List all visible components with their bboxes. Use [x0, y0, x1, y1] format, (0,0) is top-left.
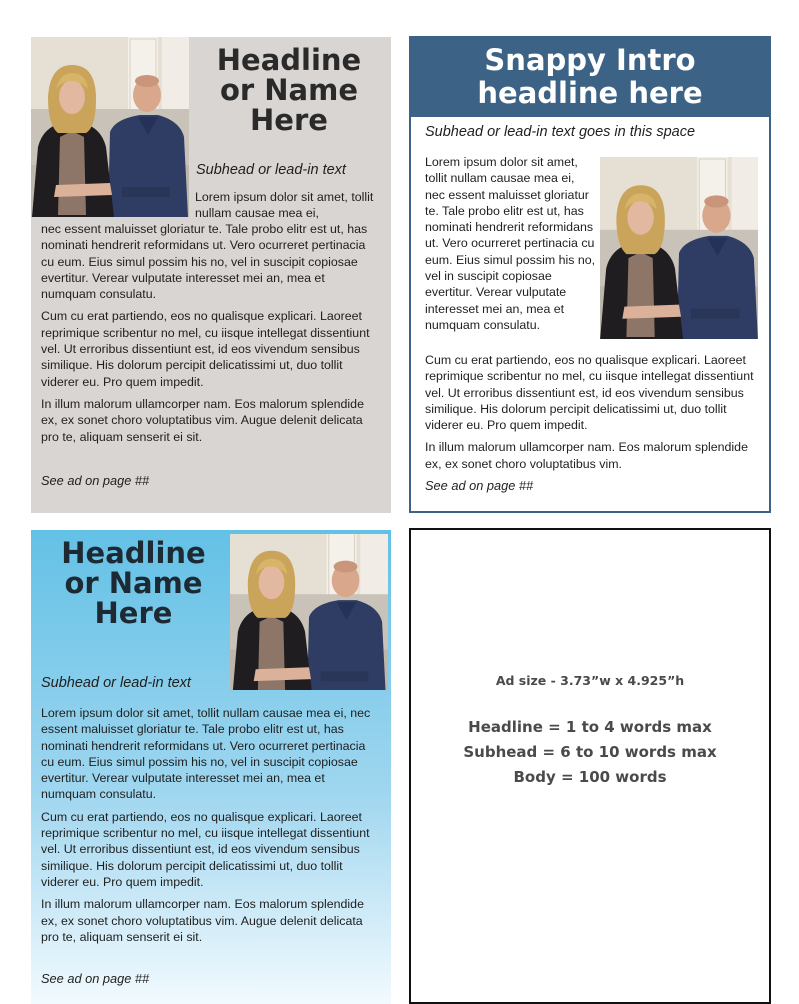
headline-line-3: Here	[250, 103, 328, 138]
headline-banner	[411, 38, 769, 117]
couple-photo	[31, 37, 189, 217]
headline-line-2: or Name	[64, 566, 203, 601]
body-intro: Lorem ipsum dolor sit amet, tollit nullam causae mea ei,	[195, 190, 374, 221]
see-ad-reference: See ad on page ##	[41, 473, 150, 488]
subhead: Subhead or lead-in text	[41, 675, 191, 691]
ad-spec-box	[409, 528, 771, 1004]
see-ad-reference: See ad on page ##	[425, 478, 534, 493]
body-paragraph-3: In illum malorum ullamcorper nam. Eos malorum splendide ex, ex sonet choro voluptatibus vim. Augue delenit delicata pro te, aliquam senserit ei sit.	[41, 897, 364, 944]
body-paragraph-3: In illum malorum ullamcorper nam. Eos malorum splendide ex, ex sonet choro voluptatibus vim. Augue delenit delicata pro te, aliquam senserit ei sit.	[41, 396, 364, 444]
body-rule: Body = 100 words	[513, 768, 667, 786]
body-text	[425, 352, 761, 478]
body-text	[41, 221, 381, 451]
couple-photo	[230, 534, 388, 690]
headline	[199, 43, 379, 138]
headline-line-1: Snappy Intro	[484, 43, 696, 77]
body-paragraph-2: Cum cu erat partiendo, eos no qualisque explicari. Laoreet reprimique scribentur no mel, cu iisque intellegat dissentiunt vel. Ut erroribus dissentiunt est, id eos vivendum sensibus similique. His dolorum percipit delicatissimi ut, duo tollit viderer eu. Pro quem impedit.	[41, 809, 370, 889]
body-paragraph-1: Lorem ipsum dolor sit amet, tollit nullam causae mea ei, nec essent maluisset gloriatur te. Tale probo elitr est ut, has nominati hendrerit reformidans ut. Vero ocurreret pertinacia cu eum. Eius simul possim his no, vel in suscipit copiosae evertitur. Verear vulputate interesset mei an, mea et numquam consulatu.	[41, 706, 371, 802]
headline-line-3: Here	[94, 596, 173, 631]
subhead: Subhead or lead-in text	[196, 162, 346, 178]
see-ad-reference: See ad on page ##	[41, 971, 150, 986]
couple-photo	[600, 157, 758, 339]
headline-line-2: or Name	[219, 73, 359, 108]
subhead: Subhead or lead-in text goes in this space	[425, 124, 696, 140]
headline-line-1: Headline	[216, 43, 362, 77]
body-paragraph-1: Lorem ipsum dolor sit amet, tollit nullam causae mea ei, nec essent maluisset gloriatur te. Tale probo elitr est ut, has nominati hendrerit reformidans ut. Vero ocurreret pertinacia cu eum. Eius simul possim his no, vel in suscipit copiosae evertitur. Verear vulputate interesset mei an, mea et numquam consulatu.	[425, 155, 596, 332]
headline-line-1: Headline	[61, 536, 206, 570]
body-paragraph-2: Cum cu erat partiendo, eos no qualisque explicari. Laoreet reprimique scribentur no mel, cu iisque intellegat dissentiunt vel. Ut erroribus dissentiunt est, id eos vivendum sensibus similique. His dolorum percipit delicatissimi ut, duo tollit viderer eu. Pro quem impedit.	[41, 309, 370, 389]
ad-panel-framed	[409, 36, 771, 513]
body-text	[41, 705, 381, 951]
subhead-rule: Subhead = 6 to 10 words max	[463, 743, 717, 761]
ad-panel-gray	[31, 37, 391, 513]
body-paragraph-2: Cum cu erat partiendo, eos no qualisque explicari. Laoreet reprimique scribentur no mel, cu iisque intellegat dissentiunt vel. Ut erroribus dissentiunt est, id eos vivendum sensibus similique. His dolorum percipit delicatissimi ut, duo tollit viderer eu. Pro quem impedit.	[425, 353, 754, 433]
body-paragraph-3: In illum malorum ullamcorper nam. Eos malorum splendide ex, ex sonet choro voluptatibus vim.	[425, 440, 748, 471]
headline-rule: Headline = 1 to 4 words max	[468, 718, 712, 736]
body-paragraph-1: nec essent maluisset gloriatur te. Tale probo elitr est ut, has nominati hendrerit reformidans ut. Vero ocurreret pertinacia cu eum. Eius simul possim his no, vel in suscipit copiosae evertitur. Verear vulputate interesset mei an, mea et numquam consulatu.	[41, 222, 368, 302]
headline-line-2: headline here	[477, 76, 703, 110]
ad-size-label: Ad size - 3.73”w x 4.925”h	[495, 673, 685, 688]
ad-panel-gradient	[31, 530, 391, 1004]
headline	[41, 536, 226, 631]
